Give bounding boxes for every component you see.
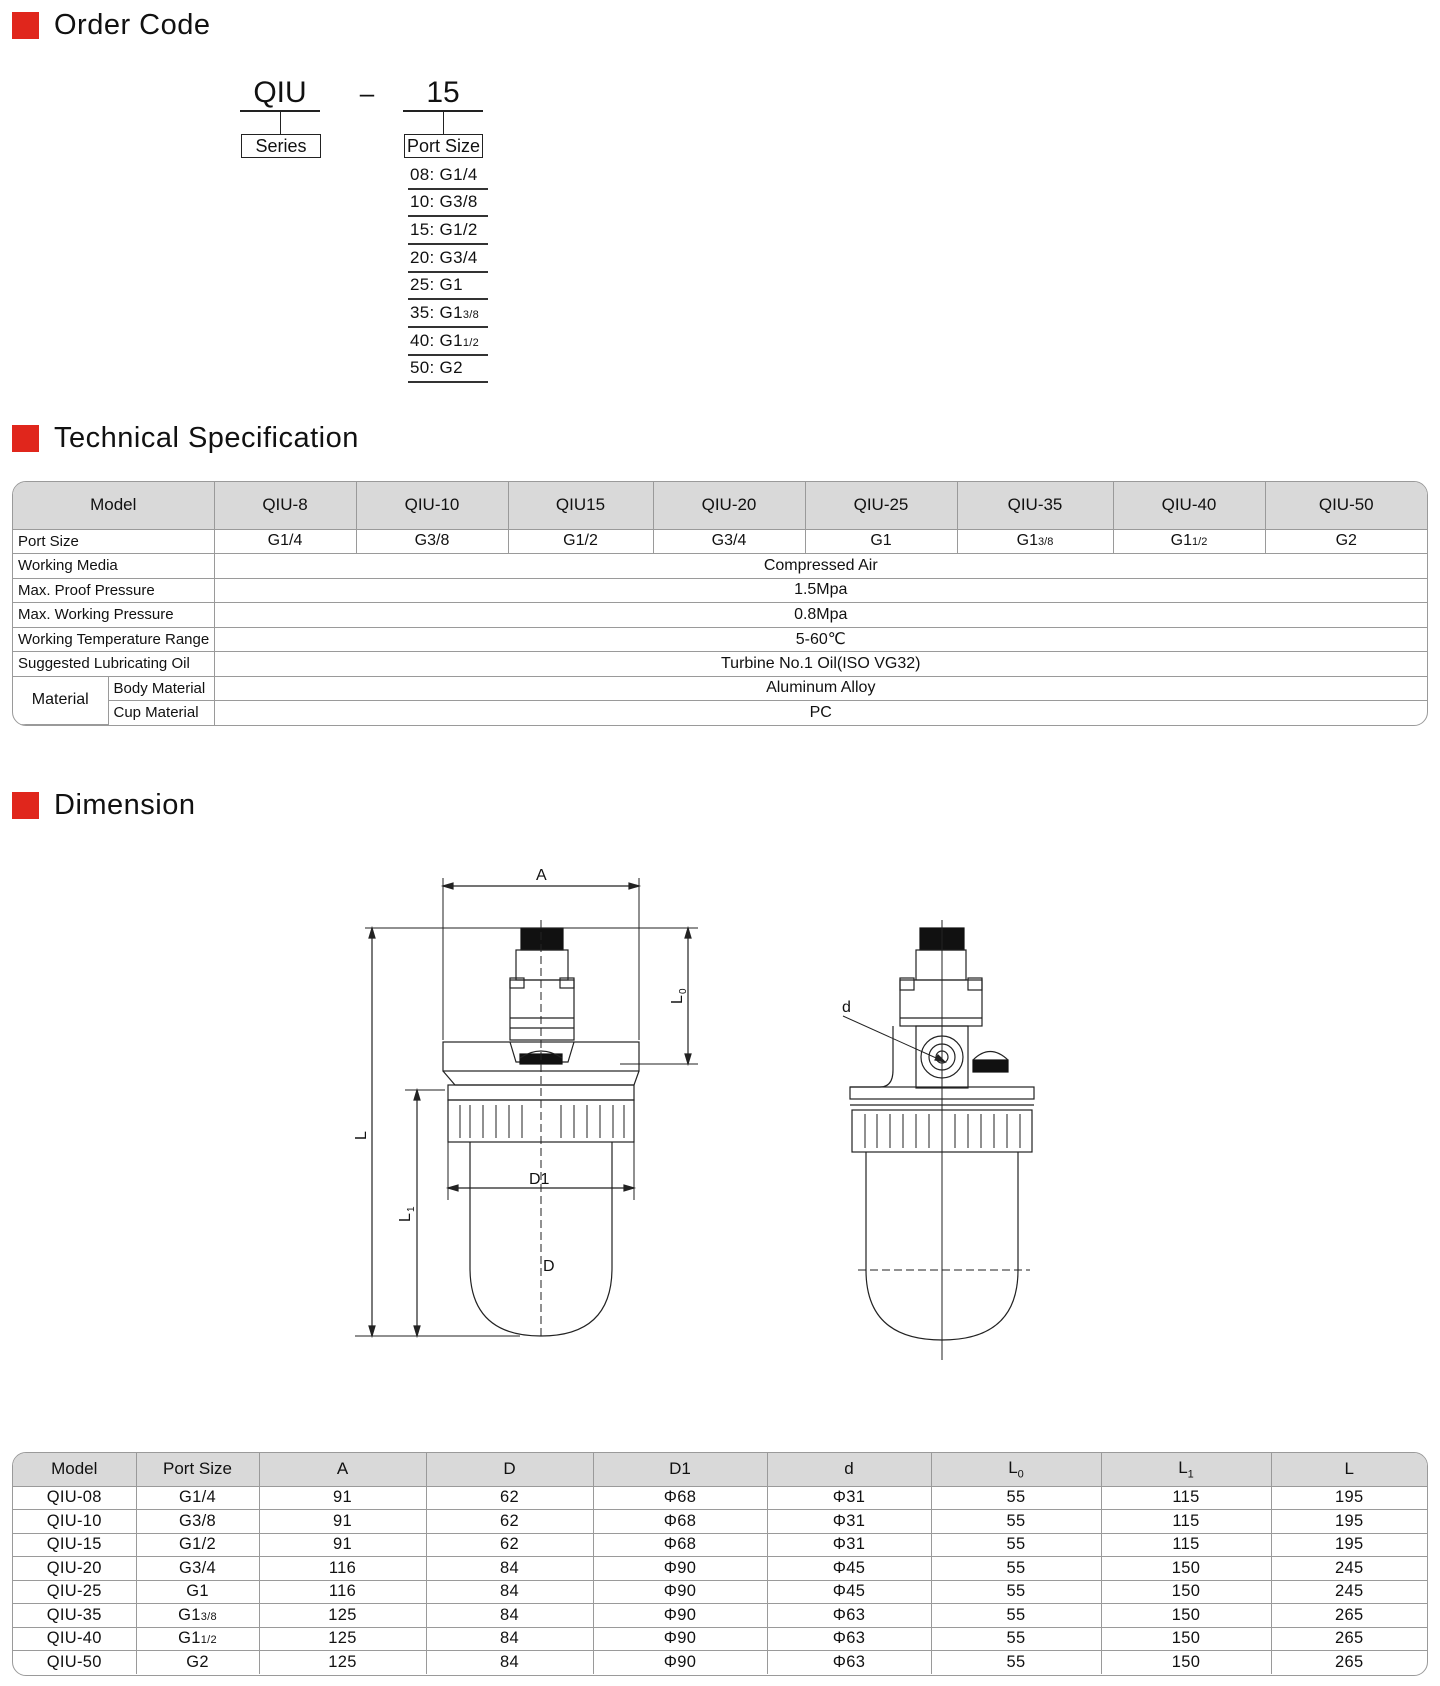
dim-header-cell: A bbox=[259, 1453, 426, 1486]
dim-header-cell: d bbox=[767, 1453, 931, 1486]
dim-cell-d1: Φ90 bbox=[593, 1627, 767, 1651]
series-connector bbox=[280, 112, 281, 134]
dim-cell-model: QIU-50 bbox=[13, 1651, 136, 1674]
spec-port-cell: G13/8 bbox=[957, 529, 1113, 554]
dim-cell-l0: 55 bbox=[931, 1580, 1101, 1604]
spec-row-value: 0.8Mpa bbox=[214, 603, 1427, 628]
spec-table bbox=[12, 481, 1428, 726]
dim-cell-d1: Φ68 bbox=[593, 1486, 767, 1510]
table-row bbox=[13, 1486, 1427, 1510]
dim-cell-port: G1/2 bbox=[136, 1533, 259, 1557]
dim-cell-l1: 115 bbox=[1101, 1533, 1271, 1557]
dim-cell-l0: 55 bbox=[931, 1557, 1101, 1581]
table-row bbox=[13, 1651, 1427, 1674]
port-size-item: 10: G3/8 bbox=[408, 189, 488, 217]
dim-cell-ds: Φ31 bbox=[767, 1533, 931, 1557]
dim-cell-l1: 115 bbox=[1101, 1510, 1271, 1534]
dim-cell-ds: Φ63 bbox=[767, 1651, 931, 1674]
dim-cell-a: 91 bbox=[259, 1510, 426, 1534]
spec-port-cell: G1/2 bbox=[508, 529, 653, 554]
dim-cell-l0: 55 bbox=[931, 1651, 1101, 1674]
dim-header-cell: $L_1$ bbox=[1101, 1453, 1271, 1486]
label-l1-sub: 1 bbox=[406, 1206, 417, 1212]
dim-header-cell: L bbox=[1271, 1453, 1427, 1486]
dim-cell-l1: 150 bbox=[1101, 1557, 1271, 1581]
spec-model-cell: QIU-20 bbox=[653, 482, 805, 529]
spec-row-value: Compressed Air bbox=[214, 554, 1427, 579]
series-code: QIU bbox=[253, 76, 307, 109]
spec-model-cell: QIU-40 bbox=[1113, 482, 1265, 529]
side-view bbox=[843, 920, 1034, 1360]
spec-port-cell: G11/2 bbox=[1113, 529, 1265, 554]
dim-cell-port: G2 bbox=[136, 1651, 259, 1674]
dim-cell-l: 265 bbox=[1271, 1627, 1427, 1651]
red-square-icon bbox=[12, 425, 39, 452]
dim-cell-l1: 115 bbox=[1101, 1486, 1271, 1510]
dim-cell-d: 84 bbox=[426, 1604, 593, 1628]
dim-cell-l: 195 bbox=[1271, 1533, 1427, 1557]
spec-model-cell: QIU-8 bbox=[214, 482, 356, 529]
port-size-item: 40: G11/2 bbox=[408, 328, 488, 356]
table-row bbox=[13, 1557, 1427, 1581]
dim-cell-l0: 55 bbox=[931, 1510, 1101, 1534]
section-dimension bbox=[12, 790, 196, 820]
dim-cell-ds: Φ63 bbox=[767, 1604, 931, 1628]
dim-cell-model: QIU-15 bbox=[13, 1533, 136, 1557]
dim-cell-model: QIU-10 bbox=[13, 1510, 136, 1534]
spec-row-label: Body Material bbox=[108, 676, 214, 701]
spec-row-value: 1.5Mpa bbox=[214, 578, 1427, 603]
spec-model-cell: QIU-35 bbox=[957, 482, 1113, 529]
dim-cell-d1: Φ90 bbox=[593, 1580, 767, 1604]
section-order-code bbox=[12, 10, 211, 40]
dim-header-cell: D1 bbox=[593, 1453, 767, 1486]
dim-cell-l: 265 bbox=[1271, 1651, 1427, 1674]
label-d: D bbox=[543, 1258, 555, 1275]
spec-model-cell: QIU-25 bbox=[805, 482, 957, 529]
dim-cell-a: 116 bbox=[259, 1580, 426, 1604]
red-square-icon bbox=[12, 12, 39, 39]
spec-port-cell: G1 bbox=[805, 529, 957, 554]
dim-cell-port: G13/8 bbox=[136, 1604, 259, 1628]
section-title: Dimension bbox=[54, 788, 196, 821]
dim-cell-l: 195 bbox=[1271, 1510, 1427, 1534]
dim-cell-l0: 55 bbox=[931, 1533, 1101, 1557]
code-dash: – bbox=[359, 78, 375, 108]
dim-cell-l0: 55 bbox=[931, 1486, 1101, 1510]
spec-model-header: Model bbox=[13, 482, 214, 529]
port-size-label: Port Size bbox=[404, 134, 483, 158]
dim-cell-l0: 55 bbox=[931, 1604, 1101, 1628]
spec-row-label: Working Media bbox=[13, 554, 214, 579]
label-a: A bbox=[536, 867, 547, 884]
dim-cell-l1: 150 bbox=[1101, 1580, 1271, 1604]
dim-cell-port: G3/4 bbox=[136, 1557, 259, 1581]
spec-model-cell: QIU-10 bbox=[356, 482, 508, 529]
label-l1: L bbox=[397, 1213, 414, 1222]
front-view bbox=[355, 878, 698, 1340]
dim-cell-d: 62 bbox=[426, 1533, 593, 1557]
dim-header-cell: Model bbox=[13, 1453, 136, 1486]
spec-port-cell: G3/4 bbox=[653, 529, 805, 554]
dim-cell-model: QIU-08 bbox=[13, 1486, 136, 1510]
port-size-item: 20: G3/4 bbox=[408, 245, 488, 273]
spec-row-value: Turbine No.1 Oil(ISO VG32) bbox=[214, 652, 1427, 677]
dim-cell-d1: Φ68 bbox=[593, 1510, 767, 1534]
dim-cell-a: 125 bbox=[259, 1627, 426, 1651]
spec-row-value: PC bbox=[214, 701, 1427, 725]
table-row bbox=[13, 1533, 1427, 1557]
spec-row-value: Aluminum Alloy bbox=[214, 676, 1427, 701]
dim-cell-d: 62 bbox=[426, 1510, 593, 1534]
dim-cell-port: G1/4 bbox=[136, 1486, 259, 1510]
dim-header-cell: D bbox=[426, 1453, 593, 1486]
dim-cell-l1: 150 bbox=[1101, 1651, 1271, 1674]
table-row bbox=[13, 1627, 1427, 1651]
spec-row-label: Cup Material bbox=[108, 701, 214, 725]
dim-cell-d: 84 bbox=[426, 1627, 593, 1651]
spec-model-cell: QIU15 bbox=[508, 482, 653, 529]
dim-cell-a: 125 bbox=[259, 1604, 426, 1628]
spec-port-cell: G2 bbox=[1265, 529, 1427, 554]
dim-cell-d: 84 bbox=[426, 1580, 593, 1604]
dim-cell-l: 245 bbox=[1271, 1557, 1427, 1581]
dim-cell-l0: 55 bbox=[931, 1627, 1101, 1651]
port-size-item: 15: G1/2 bbox=[408, 217, 488, 245]
table-row bbox=[13, 1580, 1427, 1604]
dim-cell-a: 125 bbox=[259, 1651, 426, 1674]
table-row bbox=[13, 1510, 1427, 1534]
dim-header-cell: $L_0$ bbox=[931, 1453, 1101, 1486]
dim-cell-d1: Φ90 bbox=[593, 1604, 767, 1628]
dim-cell-d: 84 bbox=[426, 1557, 593, 1581]
dim-cell-l: 245 bbox=[1271, 1580, 1427, 1604]
dim-cell-model: QIU-20 bbox=[13, 1557, 136, 1581]
dim-cell-port: G11/2 bbox=[136, 1627, 259, 1651]
spec-material-label: Material bbox=[13, 676, 108, 725]
spec-row-label: Port Size bbox=[13, 529, 214, 554]
dim-cell-ds: Φ63 bbox=[767, 1627, 931, 1651]
spec-row-label: Working Temperature Range bbox=[13, 627, 214, 652]
table-row bbox=[13, 1604, 1427, 1628]
dim-cell-l1: 150 bbox=[1101, 1627, 1271, 1651]
spec-port-cell: G1/4 bbox=[214, 529, 356, 554]
dim-cell-d1: Φ90 bbox=[593, 1651, 767, 1674]
port-size-item: 35: G13/8 bbox=[408, 300, 488, 328]
dim-cell-ds: Φ45 bbox=[767, 1557, 931, 1581]
size-code: 15 bbox=[426, 76, 460, 109]
label-d-small: d bbox=[842, 999, 851, 1016]
label-d1: D1 bbox=[529, 1171, 550, 1188]
spec-port-cell: G3/8 bbox=[356, 529, 508, 554]
spec-row-label: Max. Proof Pressure bbox=[13, 578, 214, 603]
dim-cell-model: QIU-40 bbox=[13, 1627, 136, 1651]
dim-table-body bbox=[13, 1486, 1427, 1674]
dim-cell-a: 116 bbox=[259, 1557, 426, 1581]
port-size-item: 25: G1 bbox=[408, 272, 488, 300]
dimension-drawing bbox=[0, 850, 1440, 1370]
section-tech-spec bbox=[12, 423, 359, 453]
dim-cell-model: QIU-35 bbox=[13, 1604, 136, 1628]
section-title: Technical Specification bbox=[54, 421, 359, 454]
label-l0-sub: 0 bbox=[678, 988, 689, 994]
spec-row-label: Max. Working Pressure bbox=[13, 603, 214, 628]
dim-cell-port: G1 bbox=[136, 1580, 259, 1604]
dim-cell-ds: Φ31 bbox=[767, 1510, 931, 1534]
size-connector bbox=[443, 112, 444, 134]
dim-cell-port: G3/8 bbox=[136, 1510, 259, 1534]
spec-model-cell: QIU-50 bbox=[1265, 482, 1427, 529]
port-size-item: 50: G2 bbox=[408, 355, 488, 383]
dim-cell-a: 91 bbox=[259, 1486, 426, 1510]
section-title: Order Code bbox=[54, 8, 211, 41]
dim-cell-l1: 150 bbox=[1101, 1604, 1271, 1628]
dim-cell-d1: Φ68 bbox=[593, 1533, 767, 1557]
port-size-item: 08: G1/4 bbox=[408, 162, 488, 190]
dim-header-cell: Port Size bbox=[136, 1453, 259, 1486]
label-l: L bbox=[353, 1131, 370, 1140]
dim-cell-d: 84 bbox=[426, 1651, 593, 1674]
dim-cell-a: 91 bbox=[259, 1533, 426, 1557]
series-label: Series bbox=[241, 134, 321, 158]
dim-cell-model: QIU-25 bbox=[13, 1580, 136, 1604]
dim-cell-ds: Φ45 bbox=[767, 1580, 931, 1604]
dimension-table bbox=[12, 1452, 1428, 1676]
red-square-icon bbox=[12, 792, 39, 819]
dim-cell-l: 265 bbox=[1271, 1604, 1427, 1628]
dim-cell-l: 195 bbox=[1271, 1486, 1427, 1510]
dim-cell-d: 62 bbox=[426, 1486, 593, 1510]
dim-cell-d1: Φ90 bbox=[593, 1557, 767, 1581]
spec-row-value: 5-60℃ bbox=[214, 627, 1427, 652]
label-l0: L bbox=[669, 995, 686, 1004]
spec-row-label: Suggested Lubricating Oil bbox=[13, 652, 214, 677]
dim-cell-ds: Φ31 bbox=[767, 1486, 931, 1510]
